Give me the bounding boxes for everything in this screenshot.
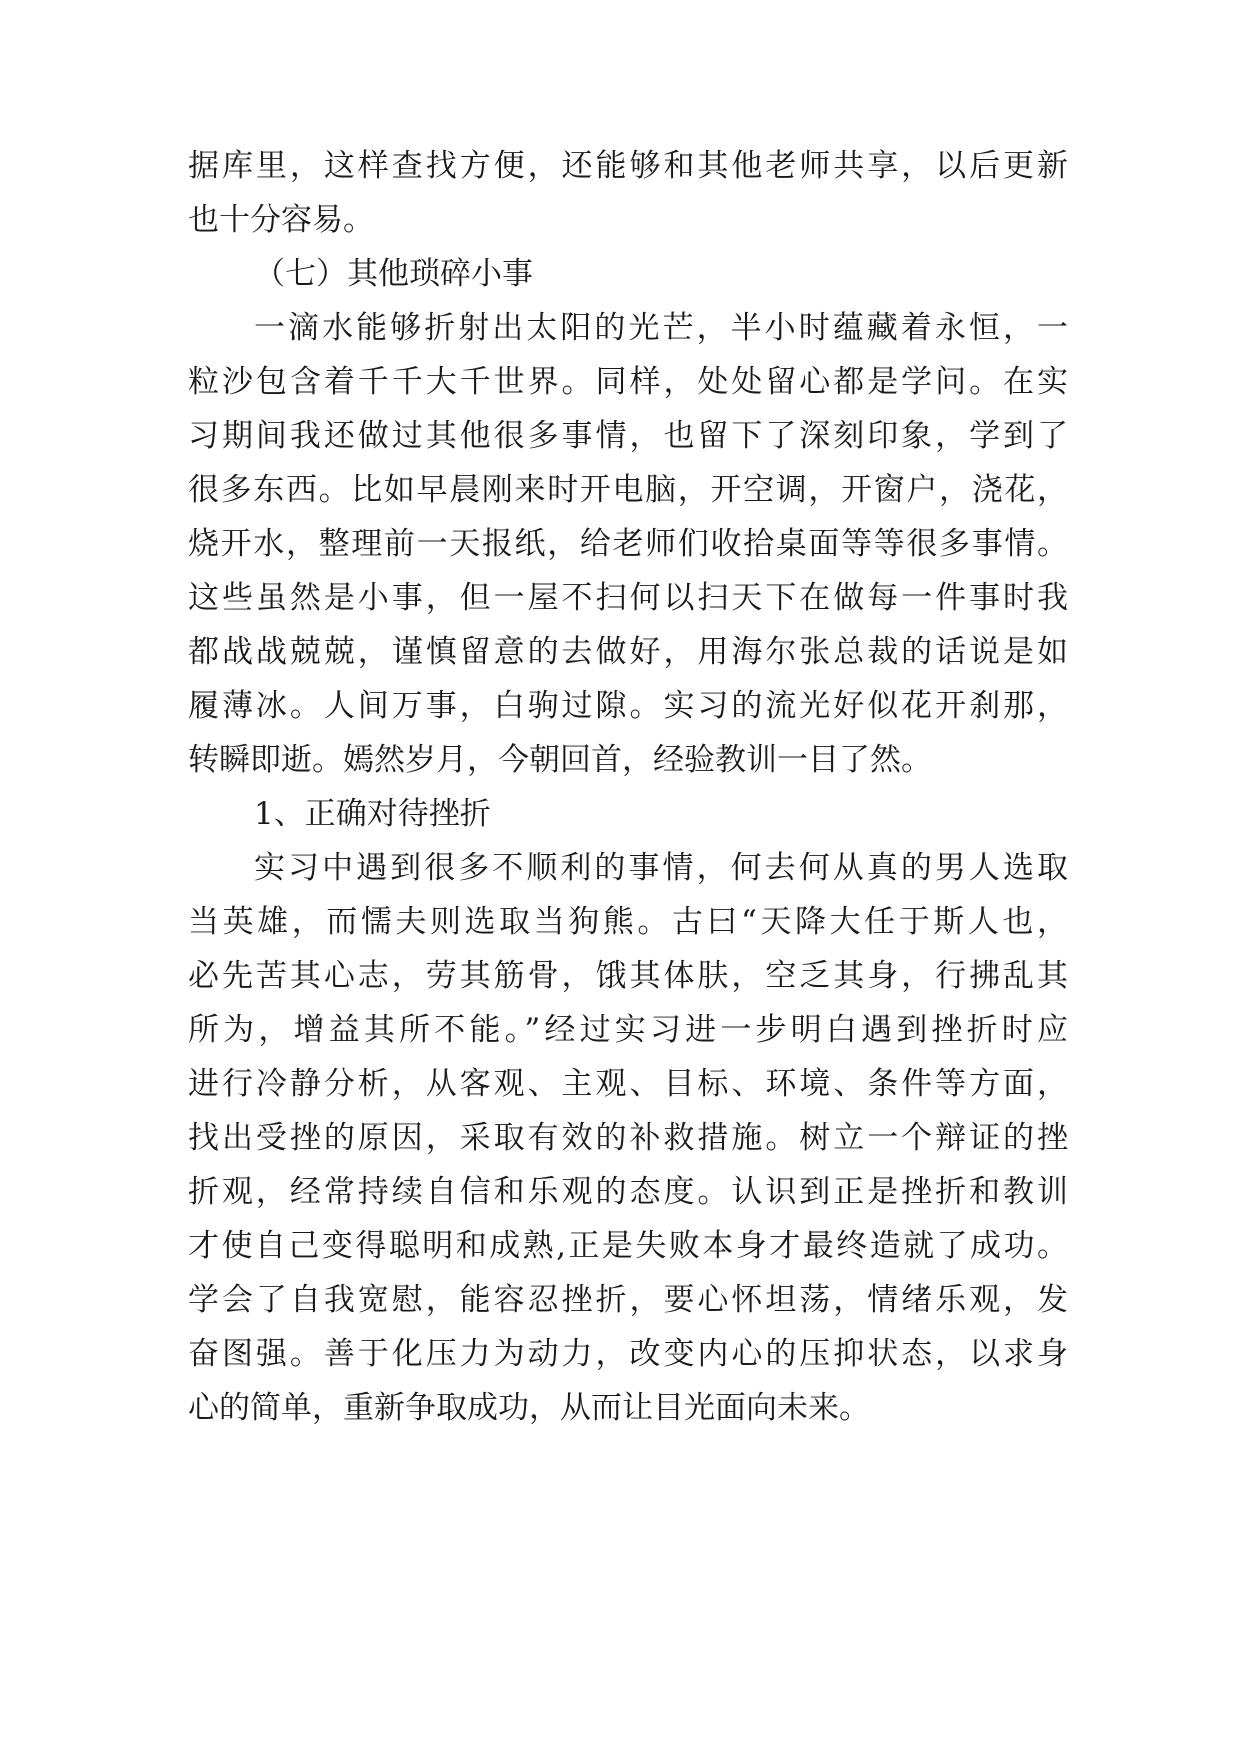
text-line: 也十分容易。 [188,202,374,238]
subsection-heading: 1、正确对待挫折 [254,796,491,832]
text-line: 进行冷静分析，从客观、主观、目标、环境、条件等方面， [188,1066,1068,1102]
text-line: 烧开水，整理前一天报纸，给老师们收拾桌面等等很多事情。 [188,526,1068,562]
text-line: 学会了自我宽慰，能容忍挫折，要心怀坦荡，情绪乐观，发 [188,1282,1068,1318]
text-line: 奋图强。善于化压力为动力，改变内心的压抑状态，以求身 [188,1336,1068,1372]
text-line: 找出受挫的原因，采取有效的补救措施。树立一个辩证的挫 [188,1120,1068,1156]
text-line: 一滴水能够折射出太阳的光芒，半小时蕴藏着永恒，一 [254,310,1068,346]
text-line: 这些虽然是小事，但一屋不扫何以扫天下在做每一件事时我 [188,580,1068,616]
text-line: 折观，经常持续自信和乐观的态度。认识到正是挫折和教训 [188,1174,1068,1210]
section-heading: （七）其他琐碎小事 [254,256,533,292]
text-line: 所为，增益其所不能。”经过实习进一步明白遇到挫折时应 [188,1012,1068,1048]
text-line: 转瞬即逝。嫣然岁月，今朝回首，经验教训一目了然。 [188,742,932,778]
text-line: 心的简单，重新争取成功，从而让目光面向未来。 [188,1390,870,1426]
text-line: 都战战兢兢，谨慎留意的去做好，用海尔张总裁的话说是如 [188,634,1068,670]
text-line: 履薄冰。人间万事，白驹过隙。实习的流光好似花开刹那， [188,688,1068,724]
text-line: 粒沙包含着千千大千世界。同样，处处留心都是学问。在实 [188,364,1068,400]
text-line: 当英雄，而懦夫则选取当狗熊。古曰“天降大任于斯人也， [188,904,1068,940]
text-line: 实习中遇到很多不顺利的事情，何去何从真的男人选取 [254,850,1068,886]
text-line: 习期间我还做过其他很多事情，也留下了深刻印象，学到了 [188,418,1068,454]
text-line: 必先苦其心志，劳其筋骨，饿其体肤，空乏其身，行拂乱其 [188,958,1068,994]
text-line: 据库里，这样查找方便，还能够和其他老师共享，以后更新 [188,148,1068,184]
text-line: 很多东西。比如早晨刚来时开电脑，开空调，开窗户，浇花， [188,472,1068,508]
text-line: 才使自己变得聪明和成熟,正是失败本身才最终造就了成功。 [188,1228,1068,1264]
